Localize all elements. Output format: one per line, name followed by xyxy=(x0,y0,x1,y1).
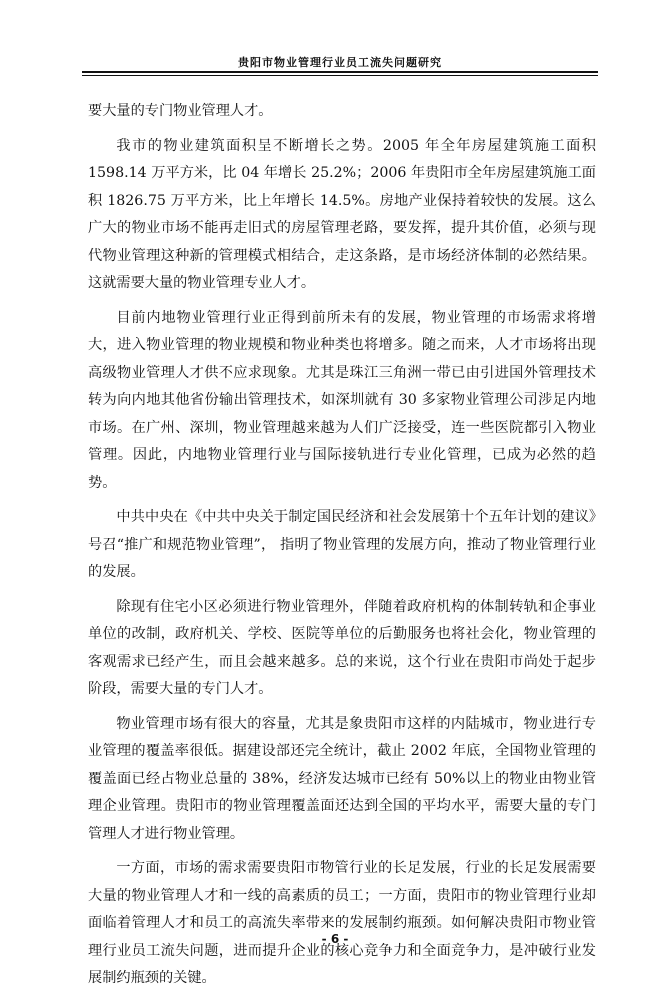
paragraph: 物业管理市场有很大的容量，尤其是象贵阳市这样的内陆城市，物业进行专业管理的覆盖率很低。据建设部还完全统计，截止 2002 年底，全国物业管理的覆盖面已经占物业总量的 38%，经济发达城市已经有 50%以上的物业由物业管理企业管理。贵阳市的物业管理覆盖面还达到全国的平均水平，需要大量的专门管理人才进行物业管理。 xyxy=(88,715,596,842)
paragraph: 中共中央在《中共中央关于制定国民经济和社会发展第十个五年计划的建议》号召“推广和规范物业管理”， 指明了物业管理的发展方向，推动了物业管理行业的发展。 xyxy=(88,509,596,580)
body-text xyxy=(88,98,596,1000)
page-number: - 6 - xyxy=(321,932,349,946)
paragraph: 目前内地物业管理行业正得到前所未有的发展，物业管理的市场需求将增大，进入物业管理的物业规模和物业种类也将增多。随之而来，人才市场将出现高级物业管理人才供不应求现象。尤其是珠江三角洲一带已由引进国外管理技术转为向内地其他省份输出管理技术，如深圳就有 30 多家物业管理公司涉足内地市场。在广州、深圳，物业管理越来越为人们广泛接受，连一些医院都引入物业管理。因此，内地物业管理行业与国际接轨进行专业化管理，已成为必然的趋势。 xyxy=(88,309,596,491)
paragraph: 我市的物业建筑面积呈不断增长之势。2005 年全年房屋建筑施工面积 1598.14 万平方米，比 04 年增长 25.2%；2006 年贵阳市全年房屋建筑施工面积 1826.75 万平方米，比上年增长 14.5%。房地产业保持着较快的发展。这么广大的物业市场不能再走旧式的房屋管理老路，要发挥，提升其价值，必须与现代物业管理这种新的管理模式相结合，走这条路，是市场经济体制的必然结果。这就需要大量的物业管理专业人才。 xyxy=(88,137,596,291)
header-rule-thin xyxy=(82,75,598,76)
paragraph-continuation: 要大量的专门物业管理人才。 xyxy=(88,103,273,119)
running-header-title: 贵阳市物业管理行业员工流失问题研究 xyxy=(238,56,442,69)
header-rule-thick xyxy=(82,71,598,73)
paragraph: 一方面，市场的需求需要贵阳市物管行业的长足发展，行业的长足发展需要大量的物业管理人才和一线的高素质的员工；一方面，贵阳市的物业管理行业却面临着管理人才和员工的高流失率带来的发展制约瓶颈。如何解决贵阳市物业管理行业员工流失问题，进而提升企业的核心竞争力和全面竞争力，是冲破行业发展制约瓶颈的关键。 xyxy=(88,860,596,986)
paragraph: 除现有住宅小区必须进行物业管理外，伴随着政府机构的体制转轨和企事业单位的改制，政府机关、学校、医院等单位的后勤服务也将社会化，物业管理的客观需求已经产生，而且会越来越多。总的来说，这个行业在贵阳市尚处于起步阶段，需要大量的专门人才。 xyxy=(88,598,596,697)
